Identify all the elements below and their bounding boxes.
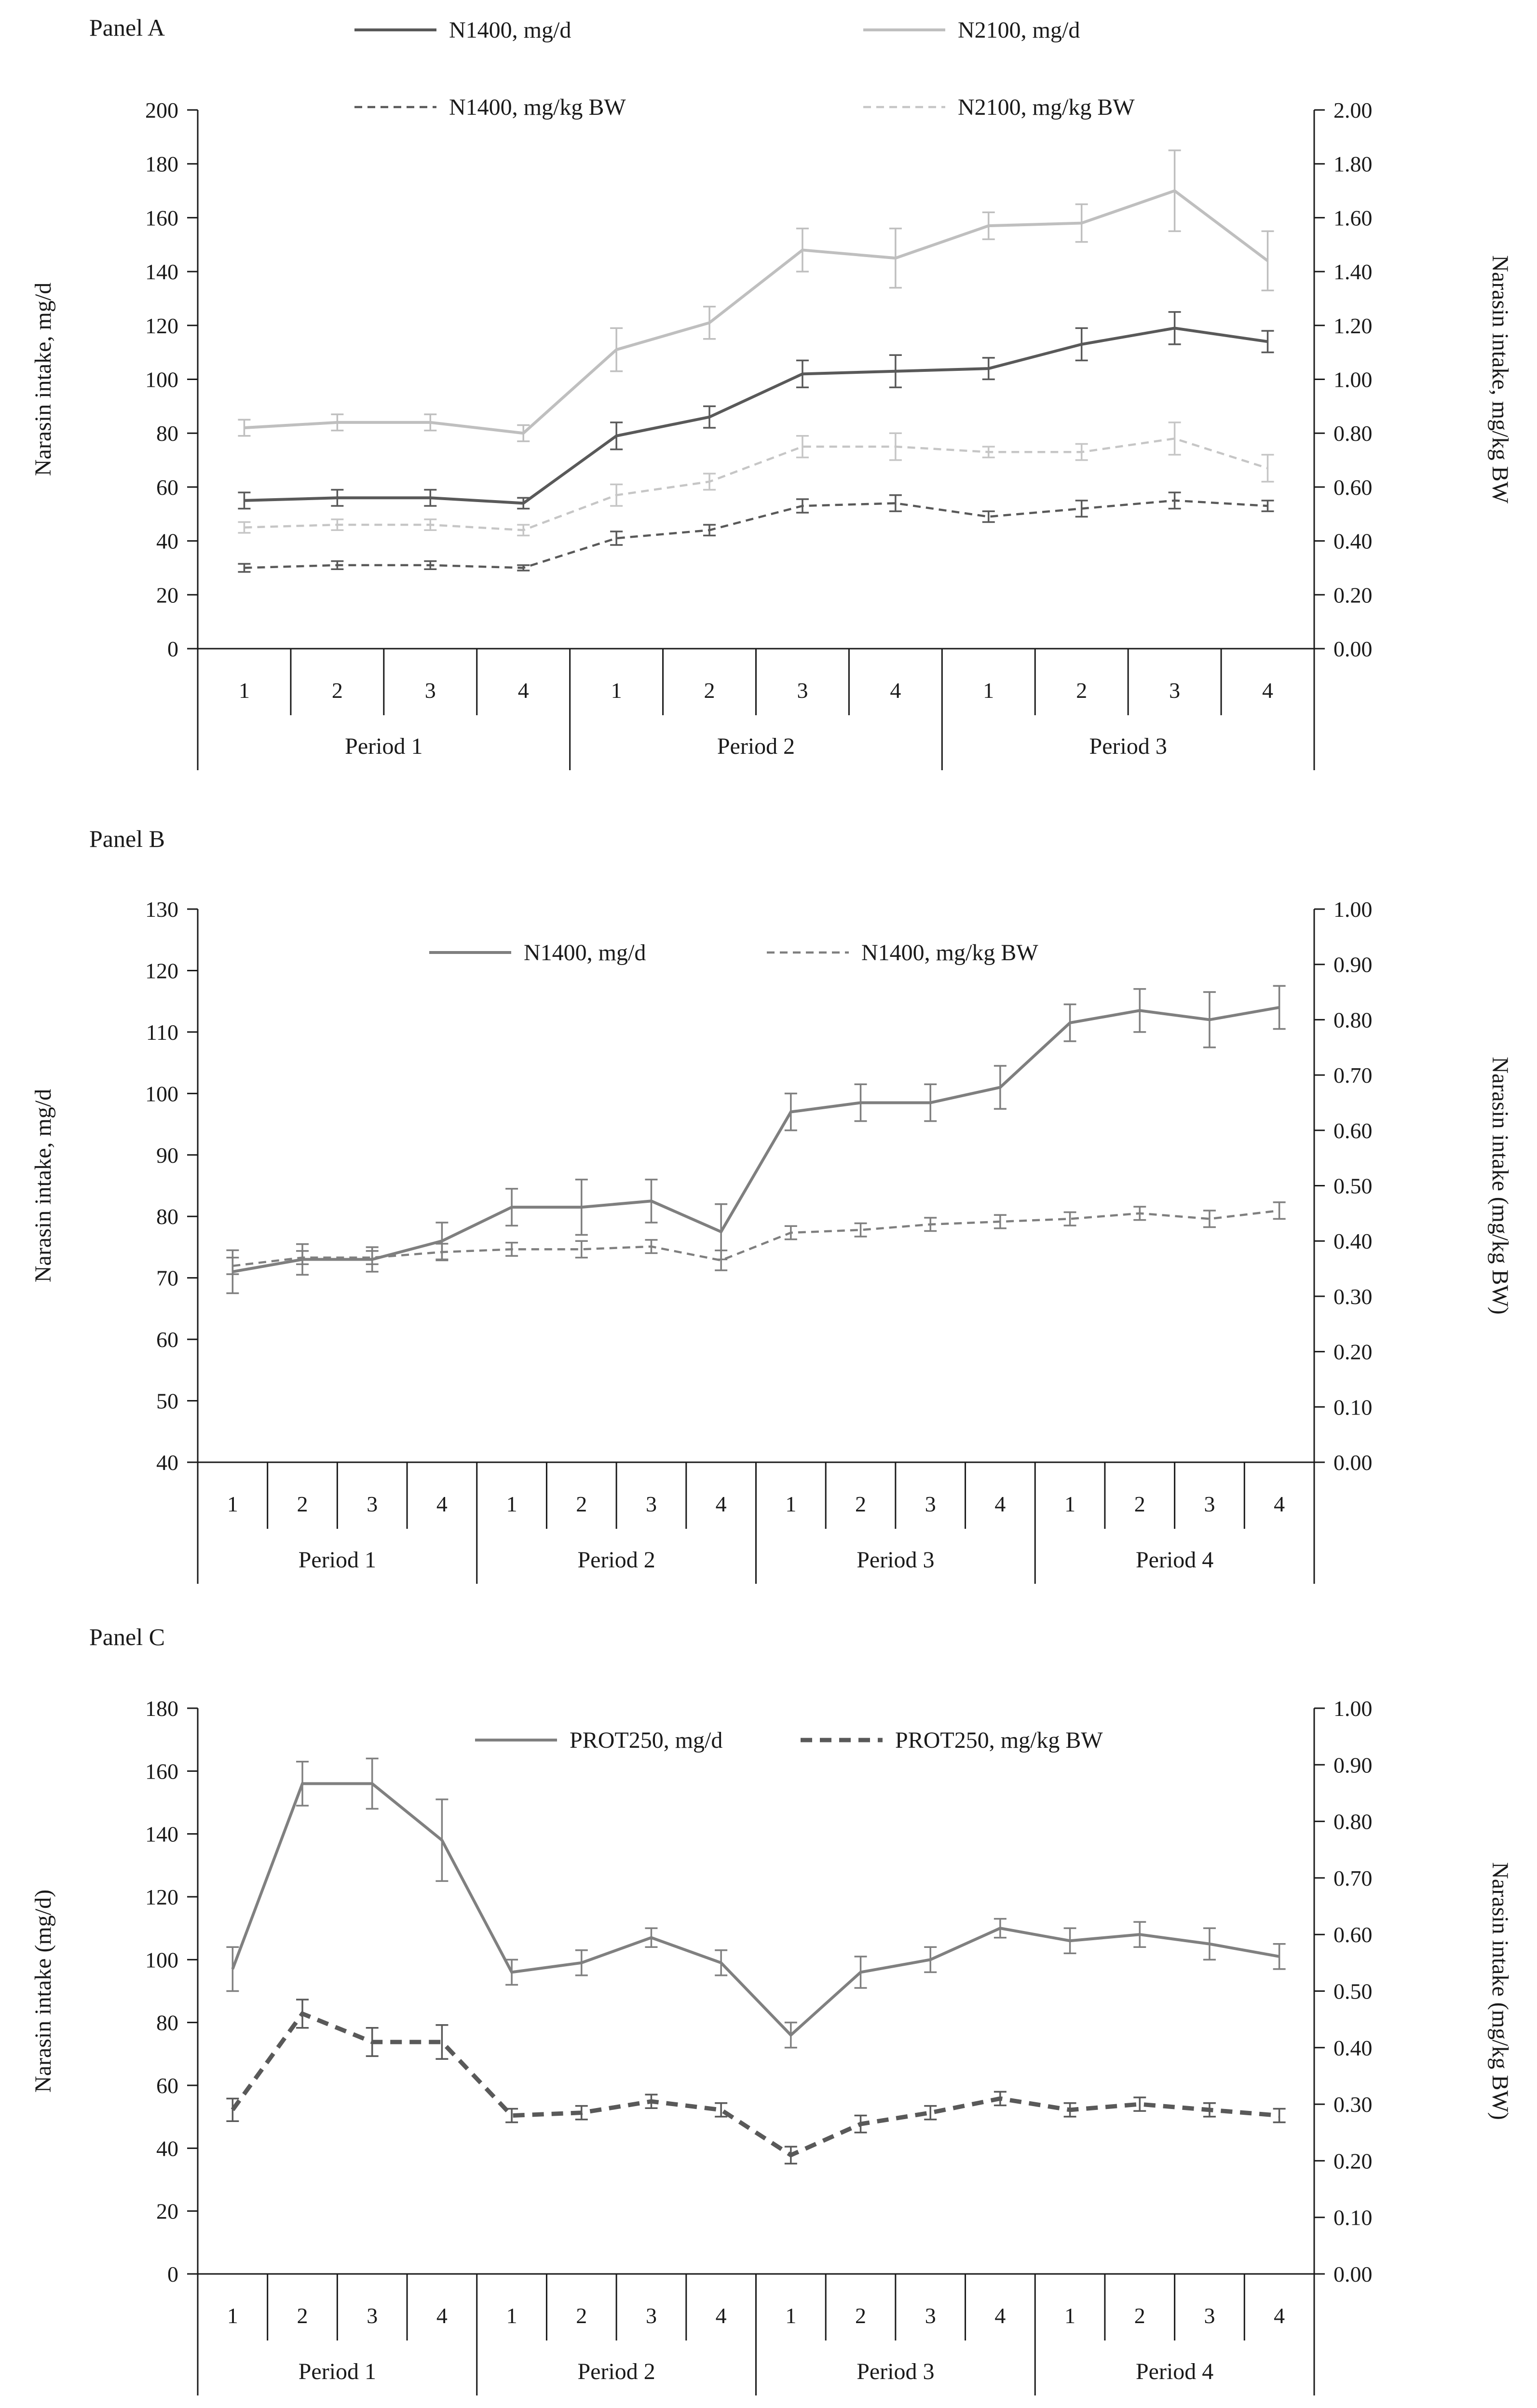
left-axis-tick-label: 140	[145, 1822, 178, 1847]
period-label: Period 1	[298, 2359, 377, 2384]
week-tick-label: 1	[238, 678, 250, 703]
period-label: Period 3	[857, 1547, 935, 1573]
panel-c-chart	[0, 1606, 1537, 2408]
legend-label: PROT250, mg/d	[570, 1728, 723, 1753]
week-tick-label: 4	[715, 1492, 727, 1516]
left-axis-tick-label: 80	[156, 1204, 178, 1229]
right-axis-tick-label: 0.60	[1333, 1922, 1373, 1947]
left-axis-tick-label: 40	[156, 2136, 178, 2161]
week-tick-label: 1	[785, 1492, 797, 1516]
week-tick-label: 3	[1169, 678, 1181, 703]
week-tick-label: 4	[715, 2303, 727, 2328]
week-tick-label: 2	[855, 2303, 867, 2328]
period-label: Period 4	[1135, 1547, 1214, 1573]
right-axis-title: Narasin intake (mg/kg BW)	[1487, 1057, 1513, 1315]
week-tick-label: 2	[576, 2303, 587, 2328]
right-axis-tick-label: 0.00	[1333, 1450, 1373, 1475]
week-tick-label: 3	[645, 2303, 657, 2328]
left-axis-tick-label: 200	[145, 98, 178, 122]
week-tick-label: 1	[506, 2303, 517, 2328]
right-axis-tick-label: 0.80	[1333, 1007, 1373, 1033]
left-axis-tick-label: 110	[146, 1020, 178, 1045]
week-tick-label: 1	[983, 678, 994, 703]
week-tick-label: 4	[517, 678, 529, 703]
week-tick-label: 1	[611, 678, 622, 703]
left-axis-tick-label: 20	[156, 2199, 178, 2224]
panel-a-chart	[0, 0, 1537, 810]
right-axis-tick-label: 0.50	[1333, 1173, 1373, 1198]
right-axis-tick-label: 0.40	[1333, 2035, 1373, 2060]
week-tick-label: 3	[1204, 1492, 1215, 1516]
left-axis-tick-label: 160	[145, 1759, 178, 1784]
left-axis-tick-label: 120	[145, 958, 178, 983]
week-tick-label: 2	[1134, 2303, 1145, 2328]
right-axis-tick-label: 1.80	[1333, 151, 1373, 177]
week-tick-label: 2	[855, 1492, 867, 1516]
legend-label: PROT250, mg/kg BW	[895, 1728, 1103, 1753]
panel-b-chart	[0, 810, 1537, 1606]
right-axis-tick-label: 0.00	[1333, 2262, 1373, 2286]
week-tick-label: 2	[704, 678, 715, 703]
legend-label: N2100, mg/d	[958, 17, 1080, 43]
right-axis-tick-label: 1.00	[1333, 367, 1373, 392]
left-axis-tick-label: 160	[145, 205, 178, 231]
week-tick-label: 4	[436, 2303, 448, 2328]
week-tick-label: 4	[1262, 678, 1274, 703]
right-axis-tick-label: 1.60	[1333, 205, 1373, 231]
right-axis-tick-label: 0.20	[1333, 583, 1373, 608]
legend-label: N1400, mg/d	[524, 940, 646, 966]
left-axis-tick-label: 120	[145, 1885, 178, 1909]
right-axis-tick-label: 0.80	[1333, 421, 1373, 446]
panel-a	[0, 0, 1537, 810]
period-label: Period 1	[298, 1547, 377, 1573]
panel-c	[0, 1606, 1537, 2408]
left-axis-title: Narasin intake, mg/d	[30, 282, 56, 476]
week-tick-label: 2	[331, 678, 343, 703]
week-tick-label: 3	[797, 678, 808, 703]
left-axis-tick-label: 90	[156, 1143, 178, 1168]
series-line	[232, 2013, 1279, 2155]
left-axis-tick-label: 100	[145, 1947, 178, 1973]
right-axis-tick-label: 0.40	[1333, 529, 1373, 554]
right-axis-tick-label: 1.00	[1333, 1696, 1373, 1721]
right-axis-tick-label: 0.50	[1333, 1979, 1373, 2004]
week-tick-label: 3	[1204, 2303, 1215, 2328]
right-axis-tick-label: 0.40	[1333, 1229, 1373, 1254]
left-axis-tick-label: 0	[167, 637, 178, 661]
right-axis-tick-label: 0.00	[1333, 637, 1373, 661]
week-tick-label: 2	[1134, 1492, 1145, 1516]
week-tick-label: 4	[436, 1492, 448, 1516]
panel-a-label: Panel A	[89, 14, 165, 41]
right-axis-tick-label: 0.90	[1333, 952, 1373, 977]
week-tick-label: 1	[227, 2303, 238, 2328]
series-line	[244, 438, 1267, 530]
panel-b	[0, 810, 1537, 1606]
right-axis-tick-label: 0.90	[1333, 1753, 1373, 1778]
left-axis-tick-label: 40	[156, 1450, 178, 1475]
right-axis-tick-label: 1.00	[1333, 897, 1373, 922]
left-axis-tick-label: 130	[145, 897, 178, 922]
period-label: Period 2	[717, 734, 795, 759]
left-axis-tick-label: 60	[156, 2073, 178, 2098]
right-axis-tick-label: 0.30	[1333, 2092, 1373, 2117]
week-tick-label: 1	[1064, 2303, 1076, 2328]
period-label: Period 1	[345, 734, 423, 759]
week-tick-label: 4	[1274, 2303, 1285, 2328]
week-tick-label: 3	[367, 1492, 378, 1516]
period-label: Period 2	[577, 2359, 655, 2384]
right-axis-tick-label: 0.20	[1333, 1339, 1373, 1364]
left-axis-tick-label: 60	[156, 1327, 178, 1352]
week-tick-label: 4	[994, 1492, 1006, 1516]
week-tick-label: 1	[1064, 1492, 1076, 1516]
left-axis-tick-label: 140	[145, 259, 178, 285]
period-label: Period 2	[577, 1547, 655, 1573]
period-label: Period 4	[1135, 2359, 1214, 2384]
left-axis-tick-label: 100	[145, 367, 178, 392]
right-axis-tick-label: 2.00	[1333, 98, 1373, 122]
series-line	[244, 501, 1267, 568]
week-tick-label: 3	[645, 1492, 657, 1516]
week-tick-label: 1	[227, 1492, 238, 1516]
right-axis-tick-label: 0.70	[1333, 1063, 1373, 1088]
left-axis-tick-label: 100	[145, 1081, 178, 1106]
left-axis-tick-label: 80	[156, 2010, 178, 2035]
right-axis-tick-label: 0.70	[1333, 1865, 1373, 1891]
series-line	[244, 328, 1267, 503]
week-tick-label: 4	[890, 678, 901, 703]
left-axis-tick-label: 70	[156, 1265, 178, 1291]
left-axis-tick-label: 20	[156, 583, 178, 608]
week-tick-label: 2	[1076, 678, 1088, 703]
right-axis-tick-label: 0.20	[1333, 2149, 1373, 2174]
right-axis-tick-label: 0.60	[1333, 1118, 1373, 1143]
period-label: Period 3	[1089, 734, 1167, 759]
left-axis-tick-label: 0	[167, 2262, 178, 2286]
left-axis-tick-label: 40	[156, 529, 178, 554]
period-label: Period 3	[857, 2359, 935, 2384]
left-axis-tick-label: 80	[156, 421, 178, 446]
right-axis-tick-label: 0.10	[1333, 2205, 1373, 2230]
left-axis-title: Narasin intake, mg/d	[30, 1088, 56, 1283]
week-tick-label: 3	[925, 2303, 936, 2328]
series-line	[232, 1211, 1279, 1266]
right-axis-tick-label: 1.20	[1333, 313, 1373, 338]
right-axis-tick-label: 0.30	[1333, 1284, 1373, 1309]
legend-label: N1400, mg/kg BW	[861, 940, 1038, 966]
left-axis-tick-label: 180	[145, 1696, 178, 1721]
week-tick-label: 2	[576, 1492, 587, 1516]
week-tick-label: 2	[297, 2303, 308, 2328]
left-axis-tick-label: 60	[156, 475, 178, 500]
week-tick-label: 3	[367, 2303, 378, 2328]
week-tick-label: 3	[925, 1492, 936, 1516]
week-tick-label: 1	[785, 2303, 797, 2328]
left-axis-title: Narasin intake (mg/d)	[30, 1889, 56, 2093]
panel-c-label: Panel C	[89, 1623, 165, 1650]
week-tick-label: 2	[297, 1492, 308, 1516]
week-tick-label: 4	[994, 2303, 1006, 2328]
right-axis-title: Narasin intake, mg/kg BW	[1487, 255, 1513, 503]
week-tick-label: 3	[424, 678, 436, 703]
legend-label: N1400, mg/kg BW	[449, 95, 626, 120]
right-axis-tick-label: 1.40	[1333, 259, 1373, 285]
right-axis-tick-label: 0.10	[1333, 1395, 1373, 1420]
right-axis-tick-label: 0.80	[1333, 1809, 1373, 1834]
legend-label: N1400, mg/d	[449, 17, 571, 43]
legend-label: N2100, mg/kg BW	[958, 95, 1135, 120]
series-line	[232, 1007, 1279, 1272]
series-line	[232, 1783, 1279, 2035]
week-tick-label: 1	[506, 1492, 517, 1516]
right-axis-tick-label: 0.60	[1333, 475, 1373, 500]
left-axis-tick-label: 120	[145, 313, 178, 338]
panel-b-label: Panel B	[89, 825, 165, 852]
left-axis-tick-label: 180	[145, 151, 178, 177]
left-axis-tick-label: 50	[156, 1388, 178, 1414]
right-axis-title: Narasin intake (mg/kg BW)	[1487, 1862, 1513, 2120]
week-tick-label: 4	[1274, 1492, 1285, 1516]
